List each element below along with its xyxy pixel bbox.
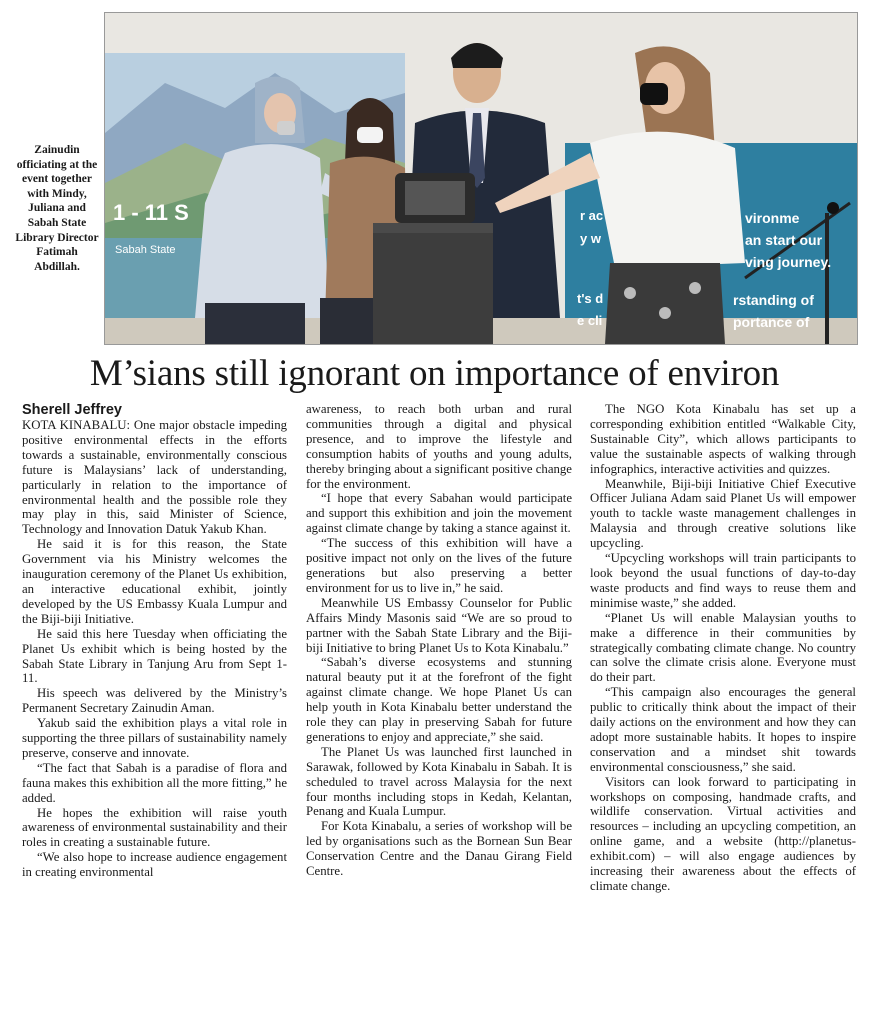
paragraph: Visitors can look forward to participating in workshops on composing, handmade crafts, and wildlife conservation. Virtual activities and resources – including an upcycling competition, an online game, and a website (http://planetus-exhibit.com) – will also engage audiences by increasing their awareness about the effects of climate change. [590,774,856,893]
banner-right-small-4: e cli [577,313,603,328]
paragraph: Yakub said the exhibition plays a vital role in supporting the three pillars of sustainability namely preserve, conserve and innovate. [22,716,287,760]
paragraph: The Planet Us was launched first launched in Sarawak, followed by Kota Kinabalu in Sabah. It is scheduled to travel across Malaysia for the next four months including stops in Kedah, Kelantan, Penang and Kuala Lumpur. [306,744,572,819]
banner-right-line-4: rstanding of [733,292,814,308]
paragraph: awareness, to reach both urban and rural communities through a digital and physical presence, and to improve the lifestyle and consumption habits of youths and young adults, thereby bringing about a significant positive change for the environment. [306,402,572,491]
paragraph: “I hope that every Sabahan would participate and support this exhibition and join the movement against climate change by taking a stance against it. [306,491,572,536]
paragraph: “The success of this exhibition will have a positive impact not only on the lives of the future generations but also preserving a better environment for us to live in,” he said. [306,536,572,595]
byline: Sherell Jeffrey [22,402,122,418]
article-column-1 [22,418,287,880]
paragraph: He said it is for this reason, the State Government via his Ministry welcomes the inauguration ceremony of the Planet Us exhibition, an interactive educational exhibit, jointly developed by the US Embassy Kuala Lumpur and the Biji-biji Initiative. [22,537,287,626]
news-photo [104,12,858,345]
paragraph: “Planet Us will enable Malaysian youths to make a difference in their communities by strategically combating climate change. No country can solve the climate crisis alone. Everyone must do their part. [590,610,856,685]
paragraph: He hopes the exhibition will raise youth awareness of environmental sustainability and their roles in creating a sustainable future. [22,805,287,850]
article-column-2 [306,402,572,879]
paragraph: His speech was delivered by the Ministry’s Permanent Secretary Zainudin Aman. [22,686,287,716]
photo-caption: Zainudin officiating at the event together with Mindy, Juliana and Sabah State Library Director Fatimah Abdillah. [15,144,99,273]
paragraph: KOTA KINABALU: One major obstacle impeding positive environmental effects in the efforts towards a sustainable, environmentally conscious future is Malaysians’ lack of understanding, particularly in relation to the importance of environmental health and the possible role they may play in this, said Minister of Science, Technology and Innovation Datuk Yakub Khan. [22,418,287,537]
paragraph: “Sabah’s diverse ecosystems and stunning natural beauty put it at the forefront of the fight against climate change. We hope Planet Us can help youth in Kota Kinabalu better understand the role they can play in preserving Sabah for future generations to enjoy and appreciate,” she said. [306,655,572,744]
banner-right-line-3: ving journey. [745,254,832,270]
article-column-3 [590,402,856,894]
paragraph: “This campaign also encourages the general public to critically think about the impact of their daily actions on the environment and how they can adopt more sustainable habits. It hopes to inspire conservation and a mindset shit towards environmental consciousness,” she said. [590,685,856,774]
paragraph: Meanwhile US Embassy Counselor for Public Affairs Mindy Masonis said “We are so proud to partner with the Sabah State Library and the Biji-biji Initiative to bring Planet Us to Kota Kinabalu.” [306,595,572,655]
paragraph: “The fact that Sabah is a paradise of flora and fauna makes this exhibition all the more fitting,” he added. [22,760,287,805]
paragraph: The NGO Kota Kinabalu has set up a corresponding exhibition entitled “Walkable City, Sustainable City”, which allows participants to value the sustainable aspects of walking through infographics, interactive activities and quizzes. [590,402,856,476]
paragraph: “Upcycling workshops will train participants to look beyond the usual functions of day-to-day waste products and find ways to reuse them and minimise waste,” she added. [590,551,856,610]
banner-right-line-5: portance of [733,314,810,330]
banner-right-line-2: an start our [745,232,823,248]
banner-right-line-1: vironme [745,210,800,226]
paragraph: For Kota Kinabalu, a series of workshop will be led by organisations such as the Bornean Sun Bear Conservation Centre and the Danau Girang Field Centre. [306,819,572,879]
banner-right-small-1: r ac [580,208,604,223]
paragraph: “We also hope to increase audience engagement in creating environmental [22,850,287,880]
paragraph: He said this here Tuesday when officiating the Planet Us exhibit which is being hosted by the Sabah State Library in Tanjung Aru from Sept 1-11. [22,626,287,686]
banner-left-text: 1 - 11 S [113,200,189,225]
headline: M’sians still ignorant on importance of environ [89,353,780,394]
paragraph: Meanwhile, Biji-biji Initiative Chief Executive Officer Juliana Adam said Planet Us will empower youth to tackle waste management challenges in Malaysia and through creative solutions like upcycling. [590,476,856,551]
banner-left-sub: Sabah State [115,244,176,256]
banner-right-small-3: t's d [577,291,604,306]
banner-right-small-2: y w [580,231,601,246]
